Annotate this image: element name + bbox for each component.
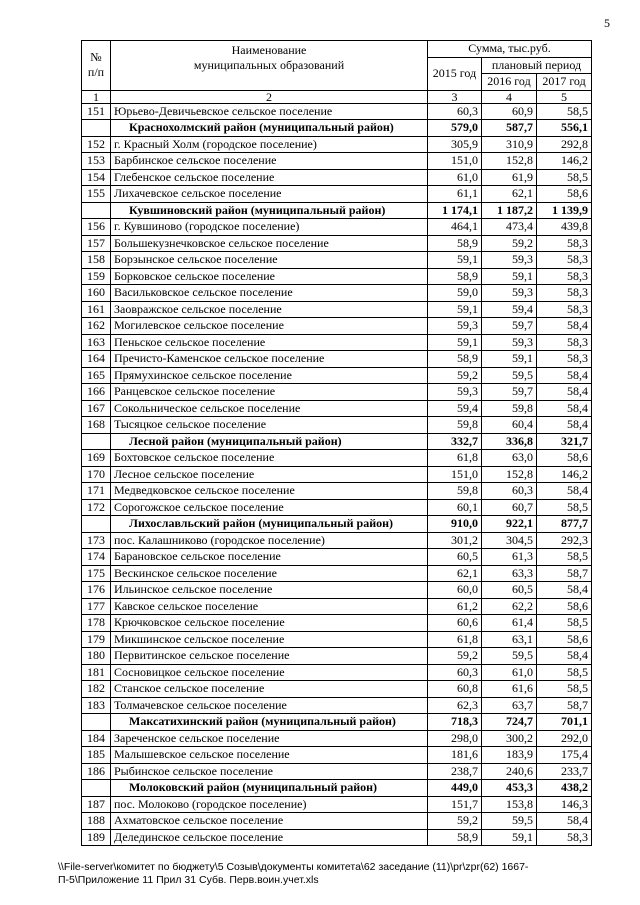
value-2015: 181,6: [428, 747, 482, 764]
row-number: 163: [82, 334, 111, 351]
municipality-name: Лихачевское сельское поселение: [111, 186, 428, 203]
value-2017: 321,7: [537, 433, 592, 450]
municipality-name: Лесное сельское поселение: [111, 466, 428, 483]
value-2015: 151,0: [428, 466, 482, 483]
row-number: 176: [82, 582, 111, 599]
municipality-name: Васильковское сельское поселение: [111, 285, 428, 302]
value-2016: 152,8: [482, 153, 537, 170]
value-2015: 62,1: [428, 565, 482, 582]
value-2015: 449,0: [428, 780, 482, 797]
value-2017: 58,3: [537, 334, 592, 351]
value-2016: 61,9: [482, 169, 537, 186]
value-2017: 58,4: [537, 318, 592, 335]
value-2017: 58,3: [537, 301, 592, 318]
table-row: [82, 367, 592, 384]
column-number: 4: [482, 90, 537, 103]
value-2017: 438,2: [537, 780, 592, 797]
row-number: 171: [82, 483, 111, 500]
value-2015: 151,7: [428, 796, 482, 813]
value-2016: 61,4: [482, 615, 537, 632]
value-2015: 305,9: [428, 136, 482, 153]
value-2015: 62,3: [428, 697, 482, 714]
municipality-name: Сорогожское сельское поселение: [111, 499, 428, 516]
table-row: [82, 631, 592, 648]
value-2016: 59,1: [482, 268, 537, 285]
row-number: 157: [82, 235, 111, 252]
value-2017: 556,1: [537, 120, 592, 137]
value-2015: 60,0: [428, 582, 482, 599]
value-2016: 60,4: [482, 417, 537, 434]
value-2015: 59,1: [428, 334, 482, 351]
row-number: 173: [82, 532, 111, 549]
row-number: 154: [82, 169, 111, 186]
municipality-name: Кавское сельское поселение: [111, 598, 428, 615]
municipality-name: Бохтовское сельское поселение: [111, 450, 428, 467]
value-2015: 61,1: [428, 186, 482, 203]
value-2017: 58,5: [537, 615, 592, 632]
municipality-name: Малышевское сельское поселение: [111, 747, 428, 764]
table-row: [82, 813, 592, 830]
municipality-name: Лихославльский район (муниципальный район): [111, 516, 428, 533]
value-2015: 910,0: [428, 516, 482, 533]
value-2016: 59,7: [482, 318, 537, 335]
value-2017: 58,5: [537, 549, 592, 566]
table-row: [82, 615, 592, 632]
municipality-name: Сокольническое сельское поселение: [111, 400, 428, 417]
value-2017: 146,2: [537, 466, 592, 483]
row-number: [82, 714, 111, 731]
row-number: 183: [82, 697, 111, 714]
value-2017: 58,3: [537, 285, 592, 302]
table-row: [82, 417, 592, 434]
value-2015: 60,6: [428, 615, 482, 632]
district-total-row: [82, 714, 592, 731]
value-2015: 151,0: [428, 153, 482, 170]
value-2015: 61,2: [428, 598, 482, 615]
value-2016: 63,1: [482, 631, 537, 648]
value-2016: 60,5: [482, 582, 537, 599]
value-2017: 58,4: [537, 367, 592, 384]
value-2016: 63,0: [482, 450, 537, 467]
header-2015: 2015 год: [428, 57, 482, 90]
municipality-name: пос. Калашниково (городское поселение): [111, 532, 428, 549]
row-number: [82, 120, 111, 137]
value-2015: 60,3: [428, 103, 482, 120]
table-row: [82, 829, 592, 846]
table-row: [82, 252, 592, 269]
value-2017: 58,4: [537, 417, 592, 434]
column-number: 5: [537, 90, 592, 103]
value-2015: 60,5: [428, 549, 482, 566]
table-row: [82, 285, 592, 302]
column-numbers-row: [82, 90, 592, 103]
table-row: [82, 169, 592, 186]
value-2016: 300,2: [482, 730, 537, 747]
value-2016: 59,3: [482, 334, 537, 351]
municipality-name: Ильинское сельское поселение: [111, 582, 428, 599]
value-2015: 1 174,1: [428, 202, 482, 219]
table-row: [82, 186, 592, 203]
value-2016: 59,5: [482, 367, 537, 384]
municipality-name: Микшинское сельское поселение: [111, 631, 428, 648]
table-row: [82, 796, 592, 813]
value-2016: 62,1: [482, 186, 537, 203]
column-number: 2: [111, 90, 428, 103]
value-2016: 153,8: [482, 796, 537, 813]
file-path-footer: \\File-server\комитет по бюджету\5 Созыв\документы комитета\62 заседание (11)\pr\zpr(62) 1667-П-5\Приложение 11 Прил 31 Субв. Перв.воин.учет.xls: [58, 861, 529, 886]
row-number: 174: [82, 549, 111, 566]
row-number: 181: [82, 664, 111, 681]
row-number: 180: [82, 648, 111, 665]
value-2015: 58,9: [428, 829, 482, 846]
value-2016: 63,3: [482, 565, 537, 582]
row-number: 170: [82, 466, 111, 483]
municipality-name: Краснохолмский район (муниципальный район): [111, 120, 428, 137]
value-2015: 238,7: [428, 763, 482, 780]
row-number: 175: [82, 565, 111, 582]
table-row: [82, 235, 592, 252]
value-2017: 58,4: [537, 483, 592, 500]
page-number: 5: [604, 16, 610, 30]
row-number: 185: [82, 747, 111, 764]
row-number: 169: [82, 450, 111, 467]
header-num: [82, 41, 111, 91]
value-2016: 63,7: [482, 697, 537, 714]
row-number: 179: [82, 631, 111, 648]
value-2017: 146,3: [537, 796, 592, 813]
municipality-name: Пречисто-Каменское сельское поселение: [111, 351, 428, 368]
value-2015: 61,0: [428, 169, 482, 186]
row-number: 165: [82, 367, 111, 384]
value-2017: 58,6: [537, 598, 592, 615]
municipality-name: Пеньское сельское поселение: [111, 334, 428, 351]
header-name-label: Наименование муниципальных образований: [193, 43, 345, 72]
table-row: [82, 136, 592, 153]
value-2015: 332,7: [428, 433, 482, 450]
value-2016: 61,0: [482, 664, 537, 681]
table-row: [82, 351, 592, 368]
municipality-name: Могилевское сельское поселение: [111, 318, 428, 335]
row-number: 155: [82, 186, 111, 203]
row-number: [82, 516, 111, 533]
value-2016: 724,7: [482, 714, 537, 731]
value-2016: 1 187,2: [482, 202, 537, 219]
value-2016: 152,8: [482, 466, 537, 483]
value-2017: 58,5: [537, 103, 592, 120]
value-2017: 58,6: [537, 631, 592, 648]
table-row: [82, 499, 592, 516]
value-2017: 58,5: [537, 664, 592, 681]
table-row: [82, 153, 592, 170]
value-2015: 59,2: [428, 813, 482, 830]
row-number: 162: [82, 318, 111, 335]
value-2017: 58,5: [537, 499, 592, 516]
municipality-name: Заовражское сельское поселение: [111, 301, 428, 318]
municipality-name: Крючковское сельское поселение: [111, 615, 428, 632]
value-2015: 59,1: [428, 301, 482, 318]
municipality-name: г. Кувшиново (городское поселение): [111, 219, 428, 236]
value-2017: 146,2: [537, 153, 592, 170]
value-2017: 1 139,9: [537, 202, 592, 219]
value-2015: 61,8: [428, 631, 482, 648]
value-2016: 61,3: [482, 549, 537, 566]
row-number: 182: [82, 681, 111, 698]
value-2017: 439,8: [537, 219, 592, 236]
value-2015: 579,0: [428, 120, 482, 137]
row-number: [82, 433, 111, 450]
value-2017: 877,7: [537, 516, 592, 533]
value-2015: 59,3: [428, 384, 482, 401]
header-num-label: № п/п: [87, 50, 105, 80]
value-2016: 304,5: [482, 532, 537, 549]
value-2015: 464,1: [428, 219, 482, 236]
row-number: 184: [82, 730, 111, 747]
row-number: 168: [82, 417, 111, 434]
municipality-name: Вескинское сельское поселение: [111, 565, 428, 582]
row-number: [82, 202, 111, 219]
municipality-name: Юрьево-Девичьевское сельское поселение: [111, 103, 428, 120]
row-number: 158: [82, 252, 111, 269]
value-2015: 718,3: [428, 714, 482, 731]
municipality-name: пос. Молоково (городское поселение): [111, 796, 428, 813]
value-2017: 58,4: [537, 648, 592, 665]
district-total-row: [82, 202, 592, 219]
row-number: 151: [82, 103, 111, 120]
table-row: [82, 648, 592, 665]
value-2016: 240,6: [482, 763, 537, 780]
value-2016: 59,7: [482, 384, 537, 401]
value-2015: 59,4: [428, 400, 482, 417]
row-number: 187: [82, 796, 111, 813]
value-2017: 58,4: [537, 582, 592, 599]
value-2016: 473,4: [482, 219, 537, 236]
municipality-name: Делединское сельское поселение: [111, 829, 428, 846]
municipality-name: Барбинское сельское поселение: [111, 153, 428, 170]
district-total-row: [82, 516, 592, 533]
municipality-name: Большекузнечковское сельское поселение: [111, 235, 428, 252]
table-row: [82, 664, 592, 681]
municipality-name: Станское сельское поселение: [111, 681, 428, 698]
row-number: 178: [82, 615, 111, 632]
header-2016: 2016 год: [482, 74, 537, 91]
table-row: [82, 747, 592, 764]
table-row: [82, 549, 592, 566]
table-row: [82, 582, 592, 599]
value-2017: 233,7: [537, 763, 592, 780]
table-row: [82, 103, 592, 120]
header-planned: плановый период: [482, 57, 592, 74]
row-number: 177: [82, 598, 111, 615]
row-number: 156: [82, 219, 111, 236]
value-2016: 59,5: [482, 648, 537, 665]
value-2017: 58,4: [537, 400, 592, 417]
table-row: [82, 598, 592, 615]
table-row: [82, 384, 592, 401]
row-number: 160: [82, 285, 111, 302]
value-2016: 59,8: [482, 400, 537, 417]
table-row: [82, 268, 592, 285]
municipality-name: Максатихинский район (муниципальный район): [111, 714, 428, 731]
value-2017: 292,0: [537, 730, 592, 747]
table-row: [82, 681, 592, 698]
value-2016: 310,9: [482, 136, 537, 153]
value-2016: 922,1: [482, 516, 537, 533]
value-2017: 292,8: [537, 136, 592, 153]
row-number: 189: [82, 829, 111, 846]
column-number: 3: [428, 90, 482, 103]
value-2015: 59,2: [428, 648, 482, 665]
header-2017: 2017 год: [537, 74, 592, 91]
municipality-name: Сосновицкое сельское поселение: [111, 664, 428, 681]
header-name: [111, 41, 428, 91]
value-2015: 59,8: [428, 417, 482, 434]
value-2016: 59,2: [482, 235, 537, 252]
table-row: [82, 219, 592, 236]
municipality-name: Прямухинское сельское поселение: [111, 367, 428, 384]
municipality-name: Ранцевское сельское поселение: [111, 384, 428, 401]
district-total-row: [82, 120, 592, 137]
value-2015: 60,1: [428, 499, 482, 516]
value-2016: 59,5: [482, 813, 537, 830]
row-number: 186: [82, 763, 111, 780]
municipality-name: Борковское сельское поселение: [111, 268, 428, 285]
table-row: [82, 565, 592, 582]
table-row: [82, 450, 592, 467]
value-2015: 59,0: [428, 285, 482, 302]
district-total-row: [82, 433, 592, 450]
value-2017: 58,3: [537, 829, 592, 846]
value-2016: 61,6: [482, 681, 537, 698]
municipality-name: Молоковский район (муниципальный район): [111, 780, 428, 797]
table-row: [82, 483, 592, 500]
value-2016: 60,9: [482, 103, 537, 120]
municipality-name: Тысяцкое сельское поселение: [111, 417, 428, 434]
municipality-name: г. Красный Холм (городское поселение): [111, 136, 428, 153]
row-number: 159: [82, 268, 111, 285]
value-2017: 58,3: [537, 268, 592, 285]
value-2017: 175,4: [537, 747, 592, 764]
value-2016: 59,1: [482, 351, 537, 368]
value-2016: 336,8: [482, 433, 537, 450]
header-sum: Сумма, тыс.руб.: [428, 41, 592, 58]
value-2015: 60,8: [428, 681, 482, 698]
row-number: 153: [82, 153, 111, 170]
value-2015: 298,0: [428, 730, 482, 747]
value-2016: 60,7: [482, 499, 537, 516]
value-2017: 292,3: [537, 532, 592, 549]
table-row: [82, 318, 592, 335]
value-2017: 58,4: [537, 384, 592, 401]
row-number: 166: [82, 384, 111, 401]
column-number: 1: [82, 90, 111, 103]
value-2015: 301,2: [428, 532, 482, 549]
value-2016: 62,2: [482, 598, 537, 615]
value-2017: 58,5: [537, 169, 592, 186]
value-2015: 59,2: [428, 367, 482, 384]
subsidy-table: [81, 40, 592, 846]
value-2017: 58,7: [537, 697, 592, 714]
municipality-name: Первитинское сельское поселение: [111, 648, 428, 665]
table-row: [82, 763, 592, 780]
value-2015: 58,9: [428, 268, 482, 285]
municipality-name: Ахматовское сельское поселение: [111, 813, 428, 830]
value-2016: 453,3: [482, 780, 537, 797]
value-2017: 701,1: [537, 714, 592, 731]
table-row: [82, 697, 592, 714]
municipality-name: Медведковское сельское поселение: [111, 483, 428, 500]
municipality-name: Глебенское сельское поселение: [111, 169, 428, 186]
value-2017: 58,3: [537, 235, 592, 252]
municipality-name: Кувшиновский район (муниципальный район): [111, 202, 428, 219]
table-row: [82, 466, 592, 483]
value-2017: 58,5: [537, 681, 592, 698]
municipality-name: Барановское сельское поселение: [111, 549, 428, 566]
value-2017: 58,7: [537, 565, 592, 582]
value-2016: 587,7: [482, 120, 537, 137]
value-2016: 183,9: [482, 747, 537, 764]
value-2015: 60,3: [428, 664, 482, 681]
table-row: [82, 730, 592, 747]
value-2016: 60,3: [482, 483, 537, 500]
value-2016: 59,4: [482, 301, 537, 318]
value-2015: 58,9: [428, 235, 482, 252]
table-row: [82, 400, 592, 417]
value-2015: 61,8: [428, 450, 482, 467]
municipality-name: Борзынское сельское поселение: [111, 252, 428, 269]
row-number: 188: [82, 813, 111, 830]
municipality-name: Рыбинское сельское поселение: [111, 763, 428, 780]
municipality-name: Толмачевское сельское поселение: [111, 697, 428, 714]
value-2017: 58,6: [537, 186, 592, 203]
table-row: [82, 301, 592, 318]
value-2017: 58,3: [537, 252, 592, 269]
value-2015: 58,9: [428, 351, 482, 368]
row-number: 161: [82, 301, 111, 318]
district-total-row: [82, 780, 592, 797]
value-2015: 59,8: [428, 483, 482, 500]
value-2017: 58,4: [537, 813, 592, 830]
table-row: [82, 334, 592, 351]
municipality-name: Зареченское сельское поселение: [111, 730, 428, 747]
value-2016: 59,3: [482, 252, 537, 269]
row-number: 164: [82, 351, 111, 368]
municipality-name: Лесной район (муниципальный район): [111, 433, 428, 450]
table-body: [82, 103, 592, 846]
value-2017: 58,6: [537, 450, 592, 467]
row-number: 172: [82, 499, 111, 516]
row-number: 152: [82, 136, 111, 153]
value-2016: 59,1: [482, 829, 537, 846]
row-number: [82, 780, 111, 797]
value-2015: 59,3: [428, 318, 482, 335]
row-number: 167: [82, 400, 111, 417]
value-2015: 59,1: [428, 252, 482, 269]
value-2016: 59,3: [482, 285, 537, 302]
value-2017: 58,3: [537, 351, 592, 368]
table-row: [82, 532, 592, 549]
